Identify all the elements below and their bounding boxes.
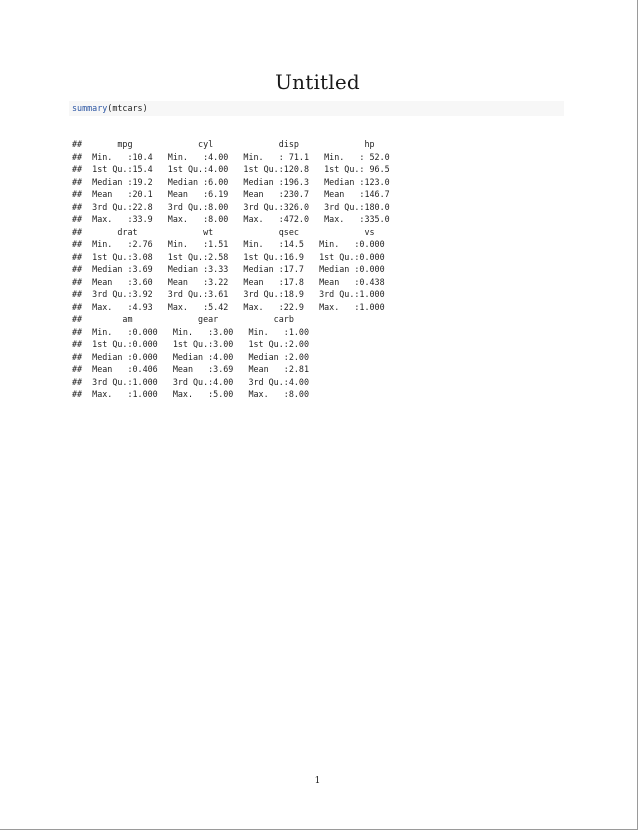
output-line: ## Min. :2.76 Min. :1.51 Min. :14.5 Min. :0.000 [72,239,395,249]
output-line: ## 3rd Qu.:1.000 3rd Qu.:4.00 3rd Qu.:4.00 [72,376,320,387]
output-line: ## drat wt qsec vs [72,226,410,237]
document-title: Untitled [275,70,360,94]
output-line: ## Min. :0.000 Min. :3.00 Min. :1.00 [72,326,320,337]
code-function-name: summary [72,103,108,113]
output-line: ## Median :3.69 Median :3.33 Median :17.7 Median :0.000 [72,264,395,274]
code-arguments: (mtcars) [107,103,148,113]
output-line: ## Median :0.000 Median :4.00 Median :2.00 [72,351,320,362]
output-line: ## 3rd Qu.:22.8 3rd Qu.:8.00 3rd Qu.:326.0 3rd Qu.:180.0 [72,201,400,212]
code-chunk [69,101,564,116]
output-line: ## mpg cyl disp hp [72,139,410,149]
output-line: ## 1st Qu.:3.08 1st Qu.:2.58 1st Qu.:16.9 1st Qu.:0.000 [72,251,395,262]
output-line: ## Max. :4.93 Max. :5.42 Max. :22.9 Max. :1.000 [72,301,395,312]
output-line: ## Max. :33.9 Max. :8.00 Max. :472.0 Max. :335.0 [72,214,400,224]
output-line: ## Mean :3.60 Mean :3.22 Mean :17.8 Mean :0.438 [72,276,395,287]
output-line: ## 1st Qu.:0.000 1st Qu.:3.00 1st Qu.:2.00 [72,339,320,349]
output-line: ## 1st Qu.:15.4 1st Qu.:4.00 1st Qu.:120.8 1st Qu.: 96.5 [72,164,400,174]
output-line: ## Max. :1.000 Max. :5.00 Max. :8.00 [72,389,320,399]
output-line: ## Median :19.2 Median :6.00 Median :196.3 Median :123.0 [72,176,400,187]
code-line [72,102,148,114]
output-line: ## Mean :20.1 Mean :6.19 Mean :230.7 Mean :146.7 [72,189,400,199]
output-line: ## Min. :10.4 Min. :4.00 Min. : 71.1 Min. : 52.0 [72,151,400,162]
output-line: ## 3rd Qu.:3.92 3rd Qu.:3.61 3rd Qu.:18.9 3rd Qu.:1.000 [72,289,395,299]
output-line: ## am gear carb [72,314,325,324]
console-output [72,138,410,401]
page-number: 1 [314,776,321,786]
output-line: ## Mean :0.406 Mean :3.69 Mean :2.81 [72,364,320,374]
